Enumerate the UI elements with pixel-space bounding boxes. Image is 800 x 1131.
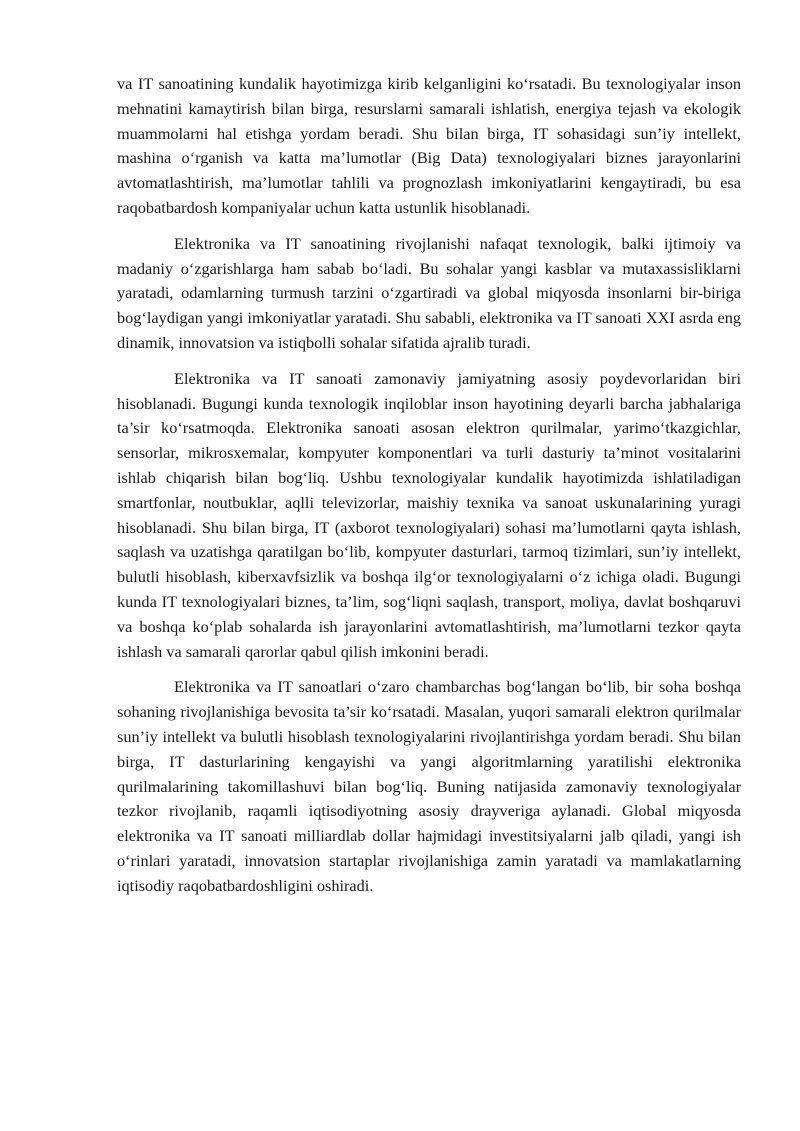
paragraph-continuation: va IT sanoatining kundalik hayotimizga kirib kelganligini ko‘rsatadi. Bu texnologiyalar inson mehnatini kamaytirish bilan birga, resurslarni samarali ishlatish, energiya tejash va ekologik muammolarni hal etishga yordam beradi. Shu bilan birga, IT sohasidagi sun’iy intellekt, mashina o‘rganish va katta ma’lumotlar (Big Data) texnologiyalari biznes jarayonlarini avtomatlashtirish, ma’lumotlar tahlili va prognozlash imkoniyatlarini kengaytiradi, bu esa raqobatbardosh kompaniyalar uchun katta ustunlik hisoblanadi. [117, 74, 741, 217]
document-page [117, 72, 741, 910]
paragraph-interconnection: Elektronika va IT sanoatlari o‘zaro chambarchas bog‘langan bo‘lib, bir soha boshqa sohaning rivojlanishiga bevosita ta’sir ko‘rsatadi. Masalan, yuqori samarali elektron qurilmalar sun’iy intellekt va bulutli hisoblash texnologiyalarini rivojlantirishga yordam beradi. Shu bilan birga, IT dasturlarining kengayishi va yangi algoritmlarning yaratilishi elektronika qurilmalarining takomillashuvi bilan bog‘liq. Buning natijasida zamonaviy texnologiyalar tezkor rivojlanib, raqamli iqtisodiyotning asosiy drayveriga aylanadi. Global miqyosda elektronika va IT sanoati milliardlab dollar hajmidagi investitsiyalarni jalb qiladi, yangi ish o‘rinlari yaratadi, innovatsion startaplar rivojlanishiga zamin yaratadi va mamlakatlarning iqtisodiy raqobatbardoshligini oshiradi. [117, 677, 741, 895]
paragraph-social-impact: Elektronika va IT sanoatining rivojlanishi nafaqat texnologik, balki ijtimoiy va madaniy o‘zgarishlarga ham sabab bo‘ladi. Bu sohalar yangi kasblar va mutaxassisliklarni yaratadi, odamlarning turmush tarzini o‘zgartiradi va global miqyosda insonlarni bir-biriga bog‘laydigan yangi imkoniyatlar yaratadi. Shu sababli, elektronika va IT sanoati XXI asrda eng dinamik, innovatsion va istiqbolli sohalar sifatida ajralib turadi. [117, 233, 741, 352]
paragraph-industry-overview: Elektronika va IT sanoati zamonaviy jamiyatning asosiy poydevorlaridan biri hisoblanadi. Bugungi kunda texnologik inqiloblar inson hayotining deyarli barcha jabhalariga ta’sir ko‘rsatmoqda. Elektronika sanoati asosan elektron qurilmalar, yarimo‘tkazgichlar, sensorlar, mikrosxemalar, kompyuter komponentlari va turli dasturiy ta’minot vositalarini ishlab chiqarish bilan bog‘liq. Ushbu texnologiyalar kundalik hayotimizda ishlatiladigan smartfonlar, noutbuklar, aqlli televizorlar, maishiy texnika va sanoat uskunalarining yuragi hisoblanadi. Shu bilan birga, IT (axborot texnologiyalari) sohasi ma’lumotlarni qayta ishlash, saqlash va uzatishga qaratilgan bo‘lib, kompyuter dasturlari, tarmoq tizimlari, sun’iy intellekt, bulutli hisoblash, kiberxavfsizlik va boshqa ilg‘or texnologiyalarni o‘z ichiga oladi. Bugungi kunda IT texnologiyalari biznes, ta’lim, sog‘liqni saqlash, transport, moliya, davlat boshqaruvi va boshqa ko‘plab sohalarda ish jarayonlarini avtomatlashtirish, ma’lumotlarni tezkor qayta ishlash va samarali qarorlar qabul qilish imkonini beradi. [117, 368, 741, 661]
